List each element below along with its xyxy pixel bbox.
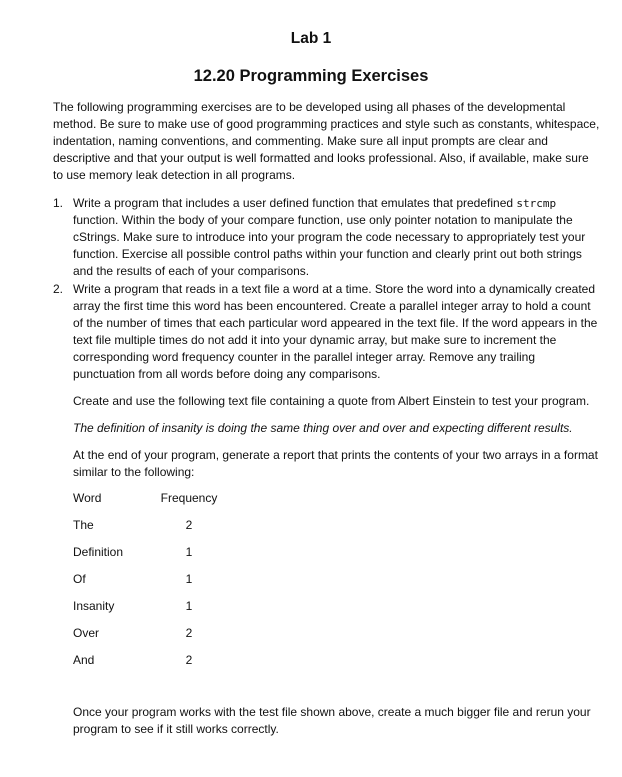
frequency-cell: 1 (185, 599, 193, 613)
exercise-2-text: Write a program that reads in a text file a word at a time. Store the word into a dynamically created array the first time this word has been encountered. Create a parallel integer array to hold a count of the number of times that each particular word appeared in the text file. If the word appears in the text file multiple times do not add it into your dynamic array, but make sure to increment the corresponding word frequency counter in the parallel integer array. Remove any trailing punctuation from all words before doing any comparisons. (73, 282, 598, 381)
frequency-column-header: Frequency (160, 491, 218, 505)
create-file-paragraph: Create and use the following text file containing a quote from Albert Einstein to test your program. (73, 394, 590, 408)
frequency-cell: 2 (185, 518, 193, 532)
frequency-table (73, 490, 219, 679)
frequency-cell: 2 (185, 653, 193, 667)
exercise-list (53, 195, 598, 739)
exercise-1-number: 1. (53, 196, 64, 210)
frequency-cell: 2 (185, 626, 193, 640)
exercise-1 (53, 195, 598, 280)
frequency-cell: 1 (185, 545, 193, 559)
exercise-2 (53, 281, 598, 738)
intro-paragraph: The following programming exercises are to be developed using all phases of the developmental method. Be sure to make use of good programming practices and style such as constants, whitespace, indentation, naming conventions, and commenting. Make sure all input prompts are clear and descriptive and that your output is well formatted and looks professional. Also, if available, make sure to use memory leak detection in all programs. (53, 100, 600, 182)
table-row (73, 517, 219, 544)
einstein-quote: The definition of insanity is doing the same thing over and over and expecting different results. (73, 421, 573, 435)
strcmp-code: strcmp (516, 197, 557, 210)
table-row (73, 571, 219, 598)
lab-title: Lab 1 (290, 30, 332, 47)
frequency-cell: 1 (185, 572, 193, 586)
section-title: 12.20 Programming Exercises (193, 67, 429, 85)
exercise-1-text-after: function. Within the body of your compare function, use only pointer notation to manipulate the cStrings. Make sure to introduce into your program the code necessary to appropriately test your function. Exercise all possible control paths within your function and clearly print out both strings and the results of each of your comparisons. (73, 213, 586, 278)
word-cell: And (73, 653, 95, 667)
exercise-1-text-before: Write a program that includes a user defined function that emulates that predefined (73, 196, 517, 210)
table-row (73, 544, 219, 571)
word-column-header: Word (73, 491, 102, 505)
report-intro-paragraph: At the end of your program, generate a report that prints the contents of your two arrays in a format similar to the following: (73, 448, 598, 479)
table-row (73, 652, 219, 679)
table-header-row (73, 490, 219, 517)
word-cell: Definition (73, 545, 124, 559)
table-row (73, 598, 219, 625)
word-cell: The (73, 518, 94, 532)
table-row (73, 625, 219, 652)
exercise-2-number: 2. (53, 282, 64, 296)
word-cell: Of (73, 572, 86, 586)
closing-paragraph: Once your program works with the test file shown above, create a much bigger file and rerun your program to see if it still works correctly. (73, 705, 591, 736)
word-cell: Insanity (73, 599, 115, 613)
word-cell: Over (73, 626, 100, 640)
